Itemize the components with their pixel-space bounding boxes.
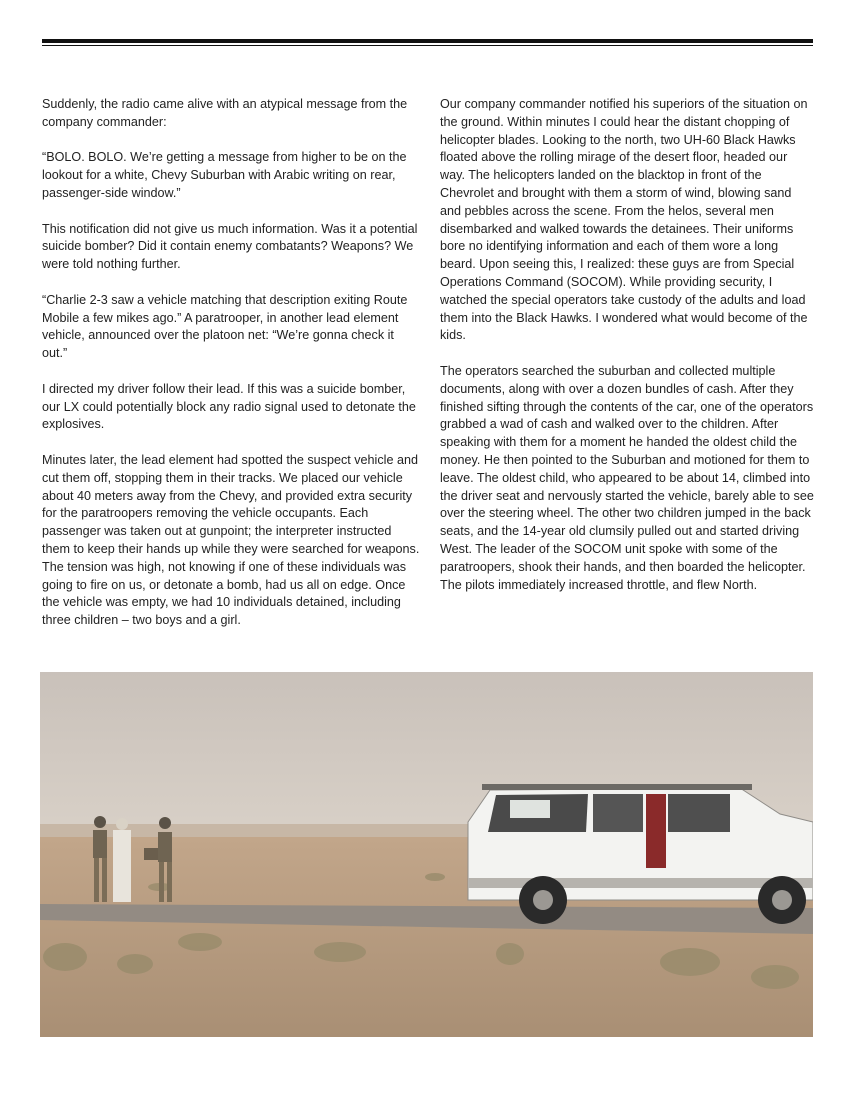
paragraph: This notification did not give us much information. Was it a potential suicide bomber? Did it contain enemy combatants? Weapons? We were told nothing further. [42,221,418,272]
paragraph: Our company commander notified his superiors of the situation on the ground. Within minutes I could hear the distant chopping of helicopter blades. Looking to the north, two UH-60 Black Hawks floated above the rolling mirage of the desert floor, headed our way. The helicopters landed on the blacktop in front of the Chevrolet and brought with them a storm of wind, blowing sand and pebbles across the scene. From the helos, several men disembarked and walked towards the detainees. Their uniforms bore no identifying information and each of them wore a long beard. Upon seeing this, I realized: these guys are from Special Operations Command (SOCOM). While providing security, I watched the special operators take custody of the adults and load them into the Black Hawks. I wondered what would become of the kids. [440,97,808,343]
paragraph: The operators searched the suburban and collected multiple documents, along with over a dozen bundles of cash. After they finished sifting through the contents of the car, one of the operators grabbed a wad of cash and walked over to the children. After speaking with them for a moment he handed the oldest child the money. He then pointed to the Suburban and motioned for them to leave. The oldest child, who appeared to be about 14, climbed into the driver seat and nervously started the vehicle, barely able to see over the steering wheel. The other two children jumped in the back seats, and the 14-year old clumsily pulled out and started driving West. The leader of the SOCOM unit spoke with some of the paratroopers, shook their hands, and then boarded the helicopter. The pilots immediately increased throttle, and flew North. [440,363,814,592]
paragraph: I directed my driver follow their lead. If this was a suicide bomber, our LX could potentially block any radio signal used to detonate the explosives. [42,381,416,432]
desert-vehicle-photo [40,672,813,1037]
left-column [42,96,420,648]
header-rule-thin [42,45,813,46]
paragraph: Minutes later, the lead element had spotted the suspect vehicle and cut them off, stopping them in their tracks. We placed our vehicle about 40 meters away from the Chevy, and provided extra security for the paratroopers removing the vehicle occupants. Each passenger was taken out at gunpoint; the interpreter instructed them to keep their hands up while they were searched for weapons. The tension was high, not knowing if one of these individuals was going to fire on us, or detonate a bomb, had us all on edge. Once the vehicle was empty, we had 10 individuals detained, including three children – two boys and a girl. [42,452,420,628]
paragraph: “BOLO. BOLO. We’re getting a message from higher to be on the lookout for a white, Chevy Suburban with Arabic writing on rear, passenger-side window.” [42,150,407,200]
right-column [440,96,814,612]
paragraph: Suddenly, the radio came alive with an atypical message from the company commander: [42,97,408,129]
header-rule [42,39,813,43]
paragraph: “Charlie 2-3 saw a vehicle matching that description exiting Route Mobile a few mikes ago.” A paratrooper, in another lead element vehicle, announced over the platoon net: “We’re gonna check it out.” [42,292,408,361]
